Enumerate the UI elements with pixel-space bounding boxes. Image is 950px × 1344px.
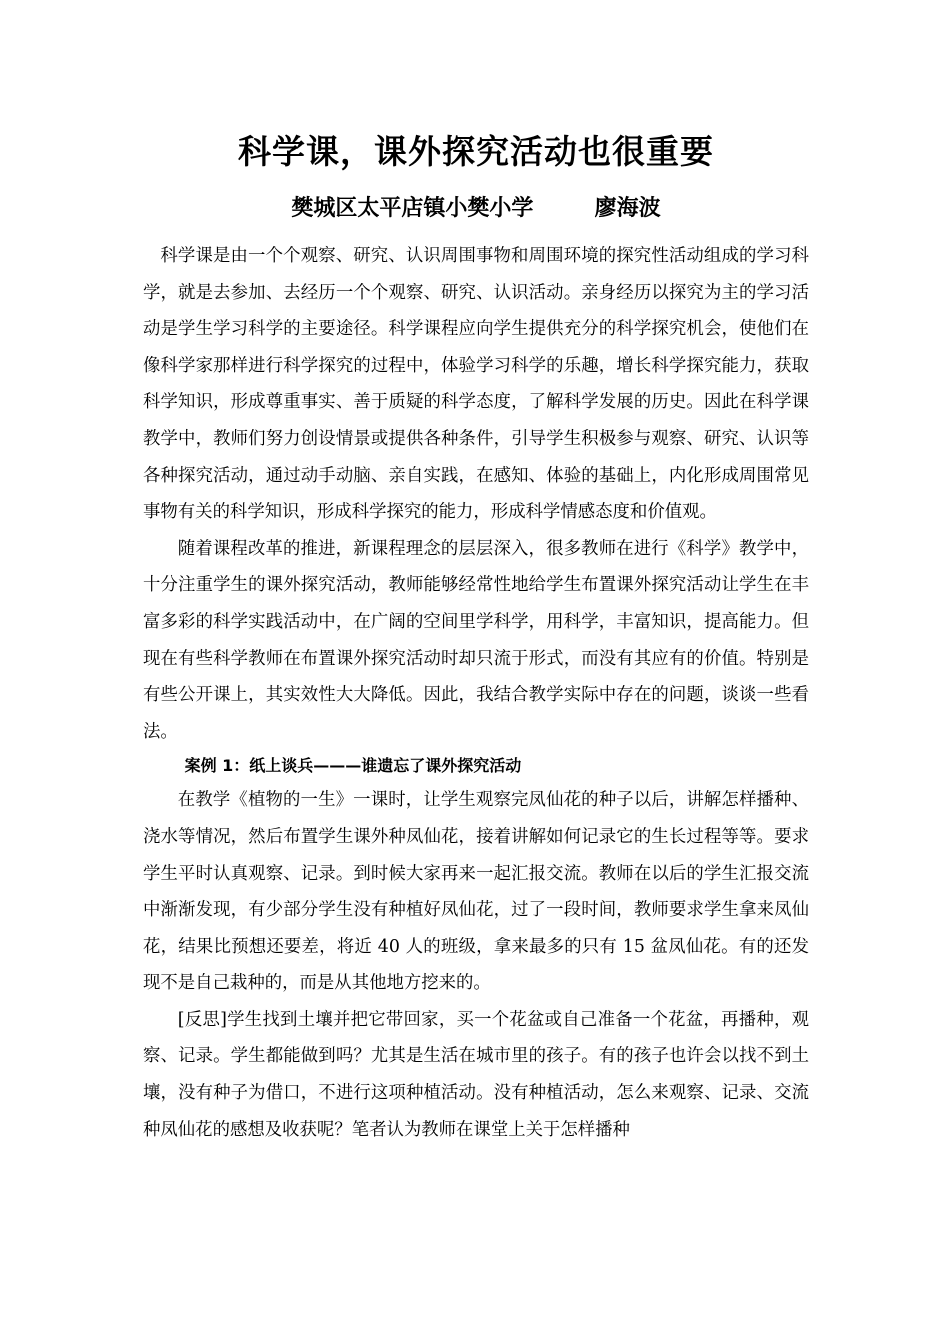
case-heading: 案例 1：纸上谈兵———谁遗忘了课外探究活动 — [184, 756, 522, 776]
intro-paragraph: 科学课是由一个个观察、研究、认识周围事物和周围环境的探究性活动组成的学习科学，就是去参加、去经历一个个观察、研究、认识活动。亲身经历以探究为主的学习活动是学生学习科学的主要途径。科学课程应向学生提供充分的科学探究机会，使他们在像科学家那样进行科学探究的过程中，体验学习科学的乐趣，增长科学探究能力，获取科学知识，形成尊重事实、善于质疑的科学态度，了解科学发展的历史。因此在科学课教学中，教师们努力创设情景或提供各种条件，引导学生积极参与观察、研究、认识等各种探究活动，通过动手动脑、亲自实践，在感知、体验的基础上，内化形成周围常见事物有关的科学知识，形成科学探究的能力，形成科学情感态度和价值观。 — [143, 246, 809, 523]
author-byline: 樊城区太平店镇小樊小学 廖海波 — [291, 196, 661, 221]
body-paragraph: 随着课程改革的推进，新课程理念的层层深入，很多教师在进行《科学》教学中，十分注重学生的课外探究活动，教师能够经常性地给学生布置课外探究活动让学生在丰富多彩的科学实践活动中，在广阔的空间里学科学，用科学，丰富知识，提高能力。但现在有些科学教师在布置课外探究活动时却只流于形式，而没有其应有的价值。特别是有些公开课上，其实效性大大降低。因此，我结合教学实际中存在的问题，谈谈一些看法。 — [143, 538, 809, 742]
reflection-paragraph: [反思]学生找到土壤并把它带回家，买一个花盆或自己准备一个花盆，再播种，观察、记录。学生都能做到吗？尤其是生活在城市里的孩子。有的孩子也许会以找不到土壤，没有种子为借口，不进行这项种植活动。没有种植活动，怎么来观察、记录、交流种凤仙花的感想及收获呢？笔者认为教师在课堂上关于怎样播种 — [143, 1009, 809, 1140]
case-paragraph: 在教学《植物的一生》一课时，让学生观察完凤仙花的种子以后，讲解怎样播种、浇水等情况，然后布置学生课外种凤仙花，接着讲解如何记录它的生长过程等等。要求学生平时认真观察、记录。到时候大家再来一起汇报交流。教师在以后的学生汇报交流中渐渐发现，有少部分学生没有种植好凤仙花，过了一段时间，教师要求学生拿来凤仙花，结果比预想还要差，将近 40 人的班级，拿来最多的只有 15 盆凤仙花。有的还发现不是自己栽种的，而是从其他地方挖来的。 — [143, 790, 809, 994]
document-title: 科学课，课外探究活动也很重要 — [238, 132, 714, 171]
document-page — [143, 128, 809, 1148]
